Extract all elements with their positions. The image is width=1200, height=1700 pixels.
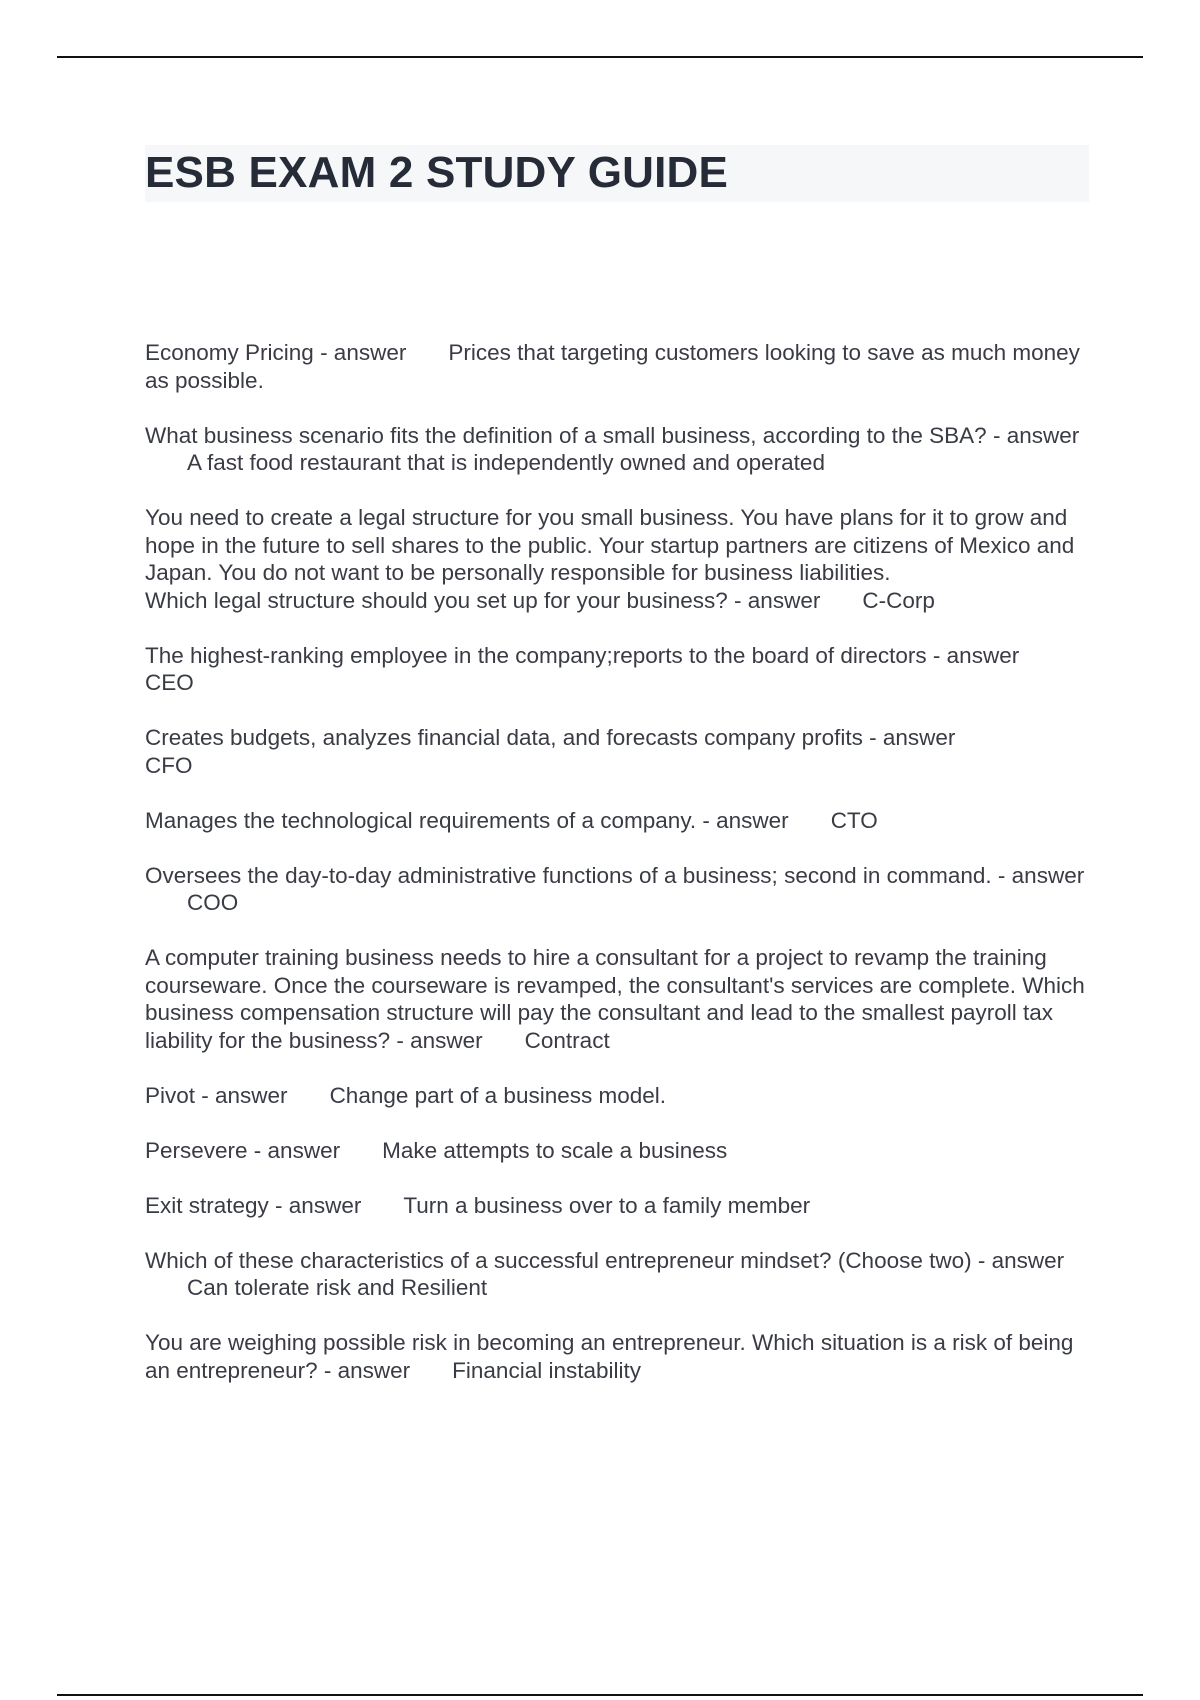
qa-answer: Financial instability (452, 1357, 641, 1383)
qa-question: Persevere - answer (145, 1137, 341, 1163)
qa-answer: CEO (145, 670, 194, 695)
qa-item (145, 807, 1090, 835)
qa-item (145, 642, 1090, 697)
qa-answer: Can tolerate risk and Resilient (187, 1275, 488, 1300)
qa-item (145, 422, 1090, 477)
qa-question: Pivot - answer (145, 1082, 288, 1108)
qa-answer: CFO (145, 752, 193, 778)
qa-item (145, 339, 1090, 394)
qa-item (145, 944, 1090, 1054)
qa-item (145, 504, 1090, 614)
qa-answer: Contract (524, 1027, 610, 1053)
qa-question: What business scenario fits the definition of a small business, according to the SBA? - answer (145, 422, 1080, 448)
qa-question: Exit strategy - answer (145, 1192, 362, 1218)
qa-item (145, 1247, 1090, 1302)
qa-question: You are weighing possible risk in becoming an entrepreneur. Which situation is a risk of being an entrepreneur? - answer (145, 1330, 1080, 1383)
bottom-rule (57, 1694, 1143, 1696)
qa-item (145, 1082, 1090, 1110)
page-title: ESB EXAM 2 STUDY GUIDE (145, 148, 729, 197)
qa-answer: C-Corp (862, 587, 935, 613)
qa-question: Creates budgets, analyzes financial data, and forecasts company profits - answer (145, 725, 956, 750)
qa-list (145, 339, 1090, 1412)
qa-item (145, 1137, 1090, 1165)
qa-answer: Turn a business over to a family member (403, 1192, 811, 1218)
qa-question: The highest-ranking employee in the company;reports to the board of directors - answer (145, 642, 1020, 668)
qa-answer: A fast food restaurant that is independently owned and operated (187, 450, 825, 475)
qa-item (145, 1329, 1090, 1384)
qa-question: A computer training business needs to hire a consultant for a project to revamp the training courseware. Once the courseware is revamped, the consultant's services are complete. Which business compensation structure will pay the consultant and lead to the smallest payroll tax liability for the business? - answer (145, 945, 1091, 1053)
qa-item (145, 1192, 1090, 1220)
qa-question: Economy Pricing - answer (145, 340, 407, 365)
qa-answer: CTO (830, 807, 878, 833)
qa-question: Oversees the day-to-day administrative functions of a business; second in command. - answer (145, 862, 1085, 888)
qa-answer: Prices that targeting customers looking to save as much money as possible. (145, 340, 1087, 393)
qa-answer: Change part of a business model. (329, 1082, 667, 1108)
top-rule (57, 56, 1143, 58)
qa-answer: Make attempts to scale a business (382, 1137, 728, 1163)
qa-question: Manages the technological requirements of a company. - answer (145, 807, 789, 833)
qa-item (145, 862, 1090, 917)
qa-answer: COO (187, 890, 239, 915)
qa-question: You need to create a legal structure for you small business. You have plans for it to grow and hope in the future to sell shares to the public. Your startup partners are citizens of Mexico and Japan. You do not want to be personally responsible for business liabilities. Which legal structure should you set up for your business? - answer (145, 505, 1075, 613)
qa-item (145, 724, 1090, 779)
qa-question: Which of these characteristics of a successful entrepreneur mindset? (Choose two) - answer (145, 1247, 1065, 1273)
